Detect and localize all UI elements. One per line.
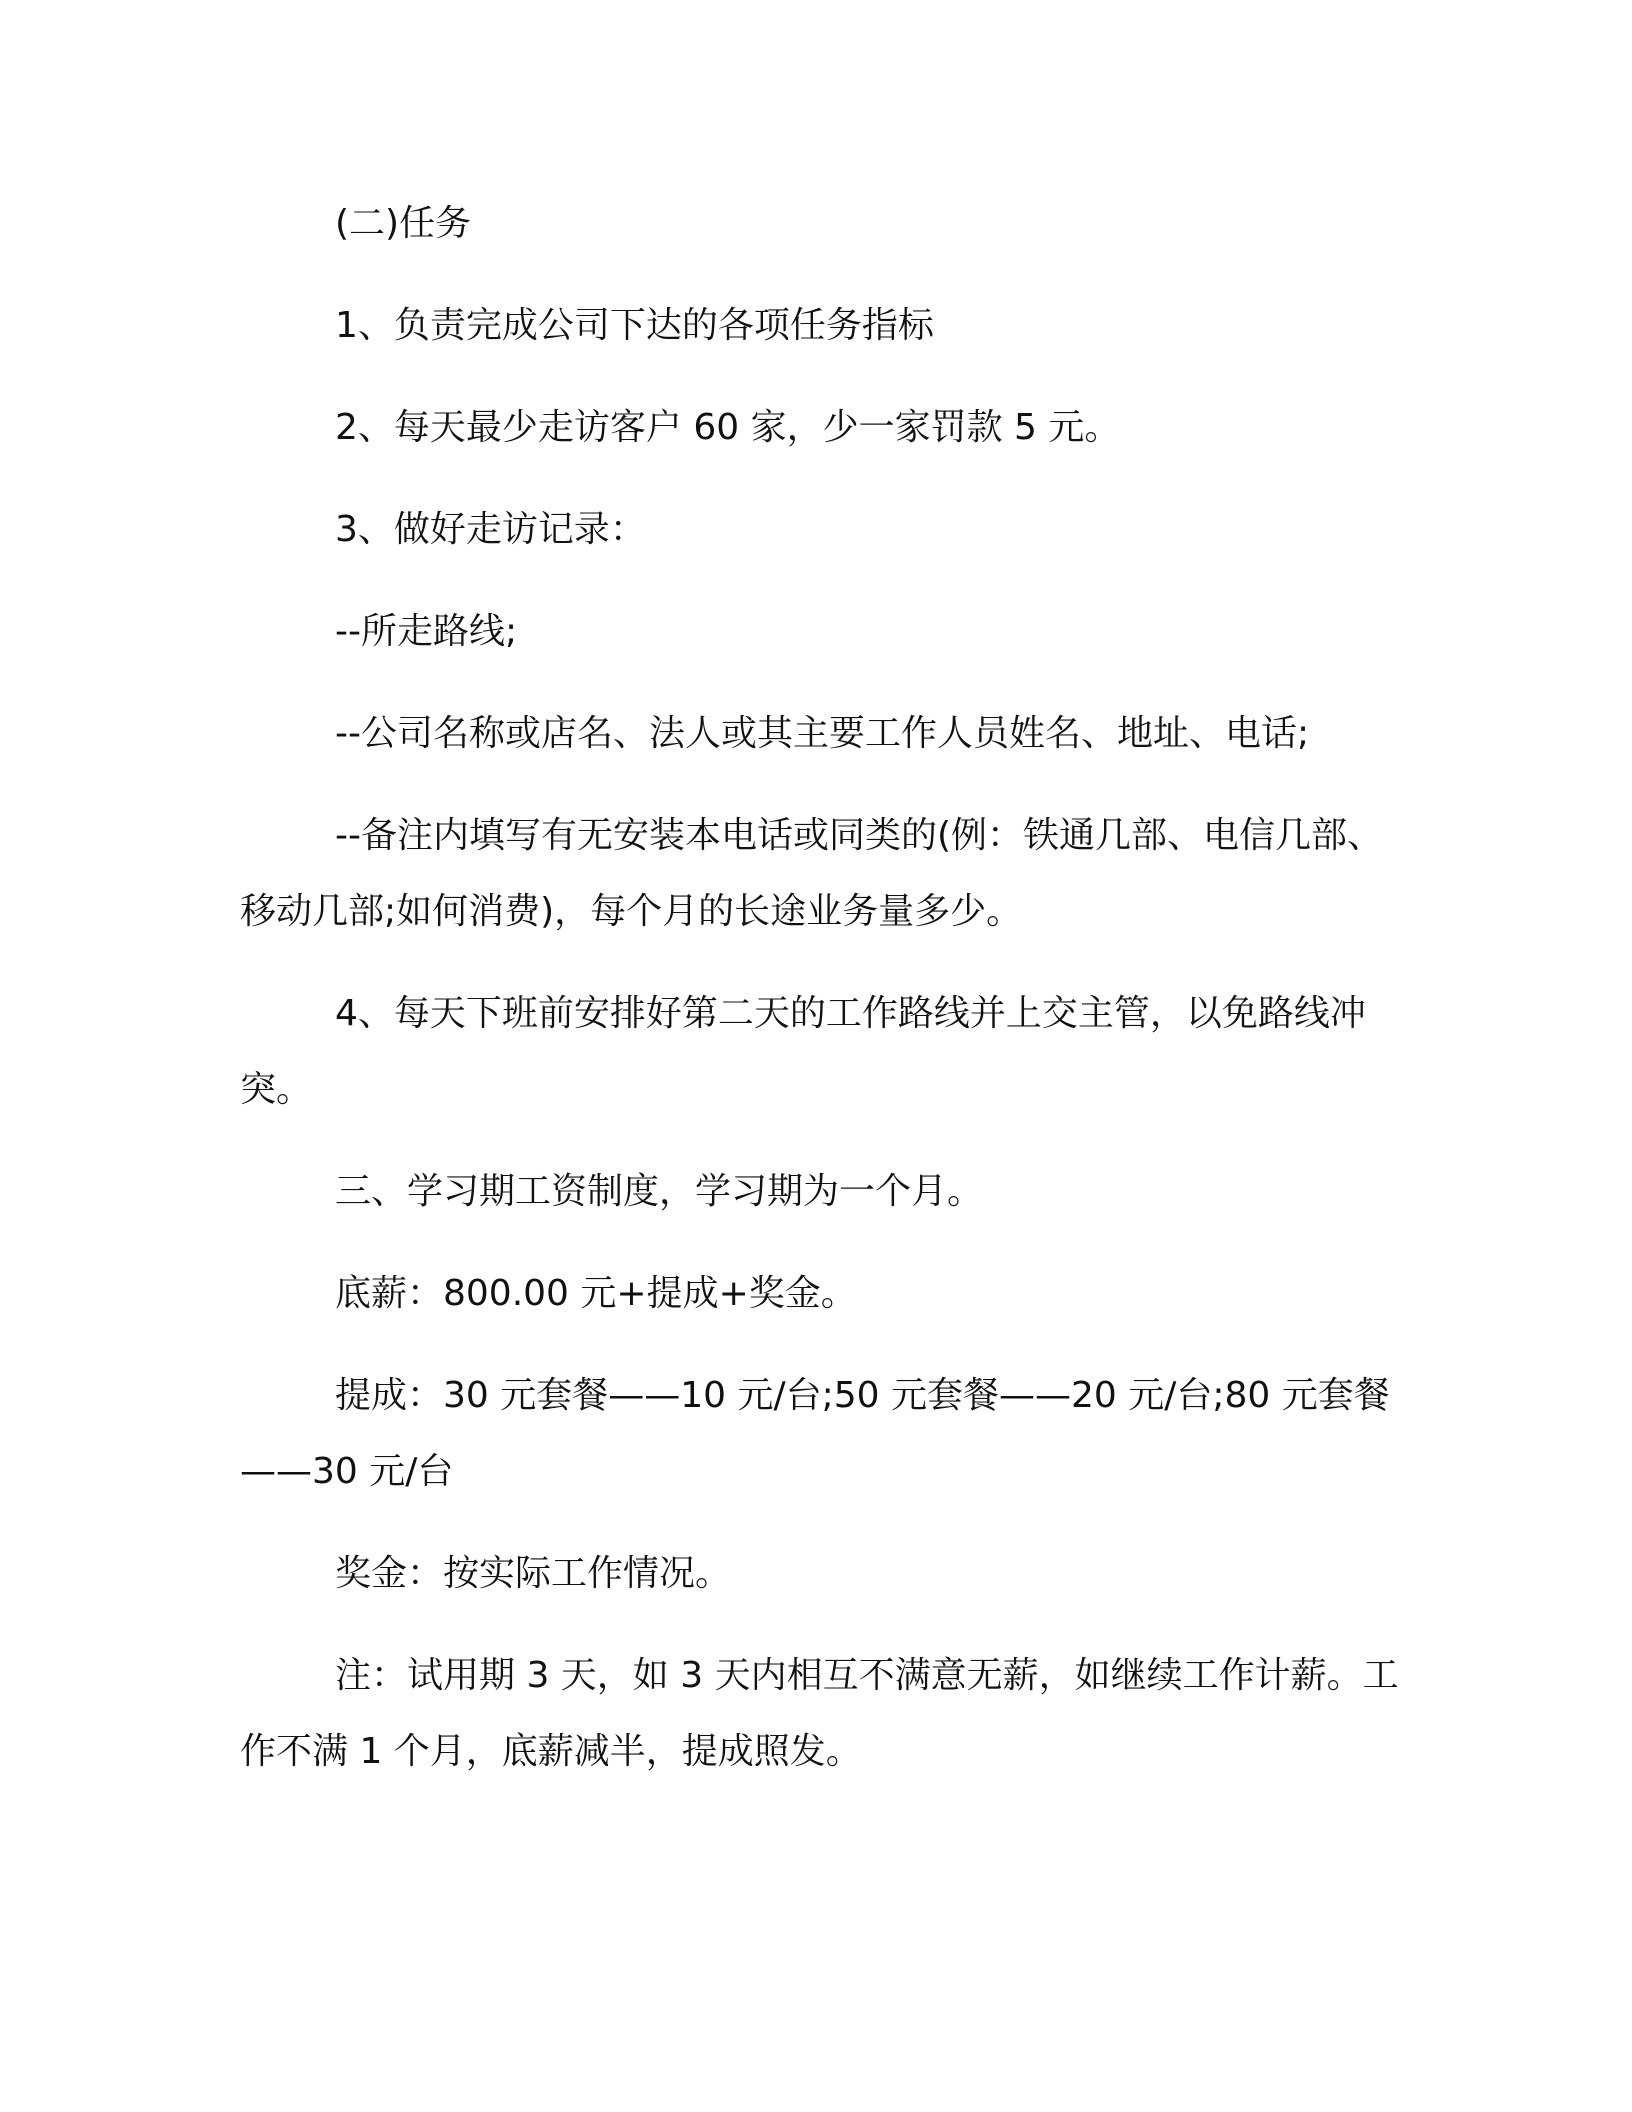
salary-base: 底薪：800.00 元+提成+奖金。 [335,1273,857,1314]
document-body [240,186,1400,1816]
section-heading-tasks: (二)任务 [335,203,472,244]
task-item-4: 4、每天下班前安排好第二天的工作路线并上交主管，以免路线冲突。 [240,993,1366,1110]
task-item-3: 3、做好走访记录： [335,509,646,550]
record-item-route: --所走路线; [335,611,518,652]
record-item-notes: --备注内填写有无安装本电话或同类的(例：铁通几部、电信几部、移动几部;如何消费)，每个月的长途业务量多少。 [240,815,1384,932]
record-item-company: --公司名称或店名、法人或其主要工作人员姓名、地址、电话; [335,713,1310,754]
salary-note: 注：试用期 3 天，如 3 天内相互不满意无薪，如继续工作计薪。工作不满 1 个月，底薪减半，提成照发。 [240,1655,1399,1772]
salary-bonus: 奖金：按实际工作情况。 [335,1553,732,1594]
salary-commission: 提成：30 元套餐——10 元/台;50 元套餐——20 元/台;80 元套餐——30 元/台 [240,1375,1390,1492]
task-item-2: 2、每天最少走访客户 60 家，少一家罚款 5 元。 [335,407,1121,448]
task-item-1: 1、负责完成公司下达的各项任务指标 [335,305,934,346]
section-heading-salary: 三、学习期工资制度，学习期为一个月。 [335,1171,984,1212]
